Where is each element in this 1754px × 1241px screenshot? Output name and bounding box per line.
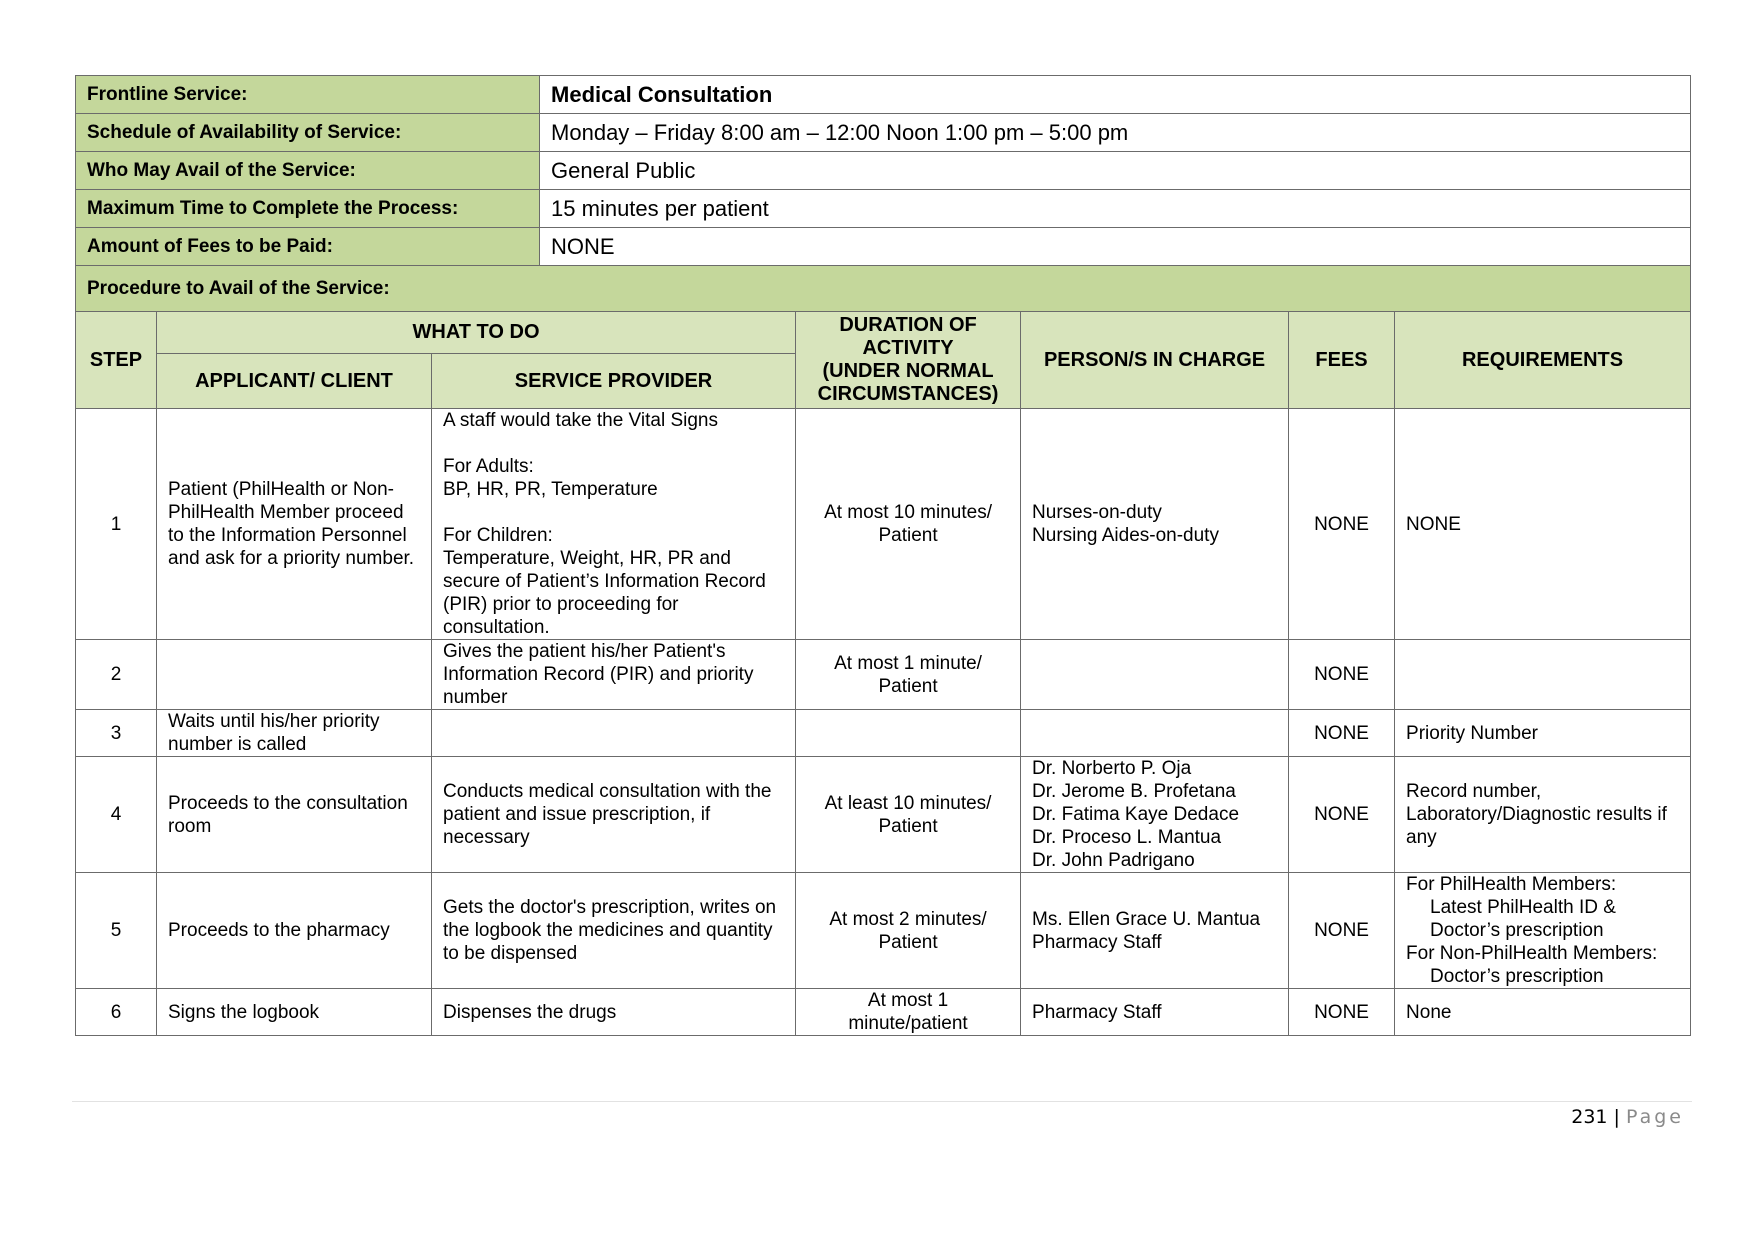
requirement-line: Doctor’s prescription	[1430, 920, 1604, 941]
applicant-action: Proceeds to the consultation room	[157, 757, 432, 873]
requirement-line: Doctor’s prescription	[1430, 966, 1604, 987]
frontline-value: Medical Consultation	[540, 76, 1691, 114]
duration: At most 10 minutes/ Patient	[796, 409, 1021, 640]
frontline-label: Frontline Service:	[76, 76, 540, 114]
person-in-charge: Ms. Ellen Grace U. Mantua Pharmacy Staff	[1021, 873, 1289, 989]
schedule-value: Monday – Friday 8:00 am – 12:00 Noon 1:00 pm – 5:00 pm	[540, 114, 1691, 152]
footer-divider	[72, 1101, 1692, 1102]
citizens-charter-table	[75, 75, 1691, 1036]
schedule-row	[76, 114, 1691, 152]
person-in-charge	[1021, 640, 1289, 710]
step-number: 3	[76, 710, 157, 757]
person-in-charge: Pharmacy Staff	[1021, 989, 1289, 1036]
requirement-line: For Non-PhilHealth Members:	[1406, 943, 1658, 964]
who-label: Who May Avail of the Service:	[76, 152, 540, 190]
provider-action: Dispenses the drugs	[432, 989, 796, 1036]
fee: NONE	[1289, 640, 1395, 710]
duration	[796, 710, 1021, 757]
requirement-line: For PhilHealth Members:	[1406, 874, 1617, 895]
header-requirements: REQUIREMENTS	[1395, 312, 1691, 409]
fees-value: NONE	[540, 228, 1691, 266]
step-number: 1	[76, 409, 157, 640]
max-time-value: 15 minutes per patient	[540, 190, 1691, 228]
person-in-charge: Dr. Norberto P. Oja Dr. Jerome B. Profetana Dr. Fatima Kaye Dedace Dr. Proceso L. Mantua Dr. John Padrigano	[1021, 757, 1289, 873]
header-step: STEP	[76, 312, 157, 409]
person-in-charge: Nurses-on-duty Nursing Aides-on-duty	[1021, 409, 1289, 640]
procedure-label: Procedure to Avail of the Service:	[76, 266, 1691, 312]
applicant-action	[157, 640, 432, 710]
provider-action: Conducts medical consultation with the patient and issue prescription, if necessary	[432, 757, 796, 873]
duration: At least 10 minutes/ Patient	[796, 757, 1021, 873]
header-duration: DURATION OF ACTIVITY (UNDER NORMAL CIRCUMSTANCES)	[796, 312, 1021, 409]
table-row	[76, 409, 1691, 640]
duration: At most 1 minute/patient	[796, 989, 1021, 1036]
fee: NONE	[1289, 989, 1395, 1036]
header-person: PERSON/S IN CHARGE	[1021, 312, 1289, 409]
page-footer	[1571, 1106, 1684, 1128]
applicant-action: Patient (PhilHealth or Non-PhilHealth Member proceed to the Information Personnel and ask for a priority number.	[157, 409, 432, 640]
table-row	[76, 757, 1691, 873]
fees-label: Amount of Fees to be Paid:	[76, 228, 540, 266]
fee: NONE	[1289, 873, 1395, 989]
table-row	[76, 640, 1691, 710]
page-separator: |	[1613, 1106, 1620, 1128]
fee: NONE	[1289, 409, 1395, 640]
max-time-row	[76, 190, 1691, 228]
applicant-action: Waits until his/her priority number is called	[157, 710, 432, 757]
table-row	[76, 989, 1691, 1036]
applicant-action: Signs the logbook	[157, 989, 432, 1036]
applicant-action: Proceeds to the pharmacy	[157, 873, 432, 989]
step-number: 5	[76, 873, 157, 989]
requirement: Priority Number	[1395, 710, 1691, 757]
table-row	[76, 710, 1691, 757]
duration: At most 1 minute/ Patient	[796, 640, 1021, 710]
duration: At most 2 minutes/ Patient	[796, 873, 1021, 989]
requirement: None	[1395, 989, 1691, 1036]
provider-action: Gives the patient his/her Patient's Information Record (PIR) and priority number	[432, 640, 796, 710]
who-row	[76, 152, 1691, 190]
schedule-label: Schedule of Availability of Service:	[76, 114, 540, 152]
fee: NONE	[1289, 710, 1395, 757]
provider-action: A staff would take the Vital Signs For Adults: BP, HR, PR, Temperature For Children: Temperature, Weight, HR, PR and secure of Patient’s Information Record (PIR) prior to proceeding for consultation.	[432, 409, 796, 640]
requirement: Record number, Laboratory/Diagnostic results if any	[1395, 757, 1691, 873]
step-number: 4	[76, 757, 157, 873]
requirement	[1395, 873, 1691, 989]
header-fees: FEES	[1289, 312, 1395, 409]
procedure-row	[76, 266, 1691, 312]
provider-action: Gets the doctor's prescription, writes on the logbook the medicines and quantity to be dispensed	[432, 873, 796, 989]
who-value: General Public	[540, 152, 1691, 190]
requirement	[1395, 640, 1691, 710]
step-number: 2	[76, 640, 157, 710]
header-applicant: APPLICANT/ CLIENT	[157, 354, 432, 409]
max-time-label: Maximum Time to Complete the Process:	[76, 190, 540, 228]
person-in-charge	[1021, 710, 1289, 757]
header-what-to-do: WHAT TO DO	[157, 312, 796, 354]
frontline-row	[76, 76, 1691, 114]
provider-action	[432, 710, 796, 757]
header-row-1	[76, 312, 1691, 354]
page-number: 231	[1571, 1106, 1608, 1128]
requirement-line: Latest PhilHealth ID &	[1430, 897, 1616, 918]
fee: NONE	[1289, 757, 1395, 873]
table-row	[76, 873, 1691, 989]
header-provider: SERVICE PROVIDER	[432, 354, 796, 409]
fees-row	[76, 228, 1691, 266]
page-word: Page	[1626, 1106, 1684, 1128]
step-number: 6	[76, 989, 157, 1036]
requirement: NONE	[1395, 409, 1691, 640]
